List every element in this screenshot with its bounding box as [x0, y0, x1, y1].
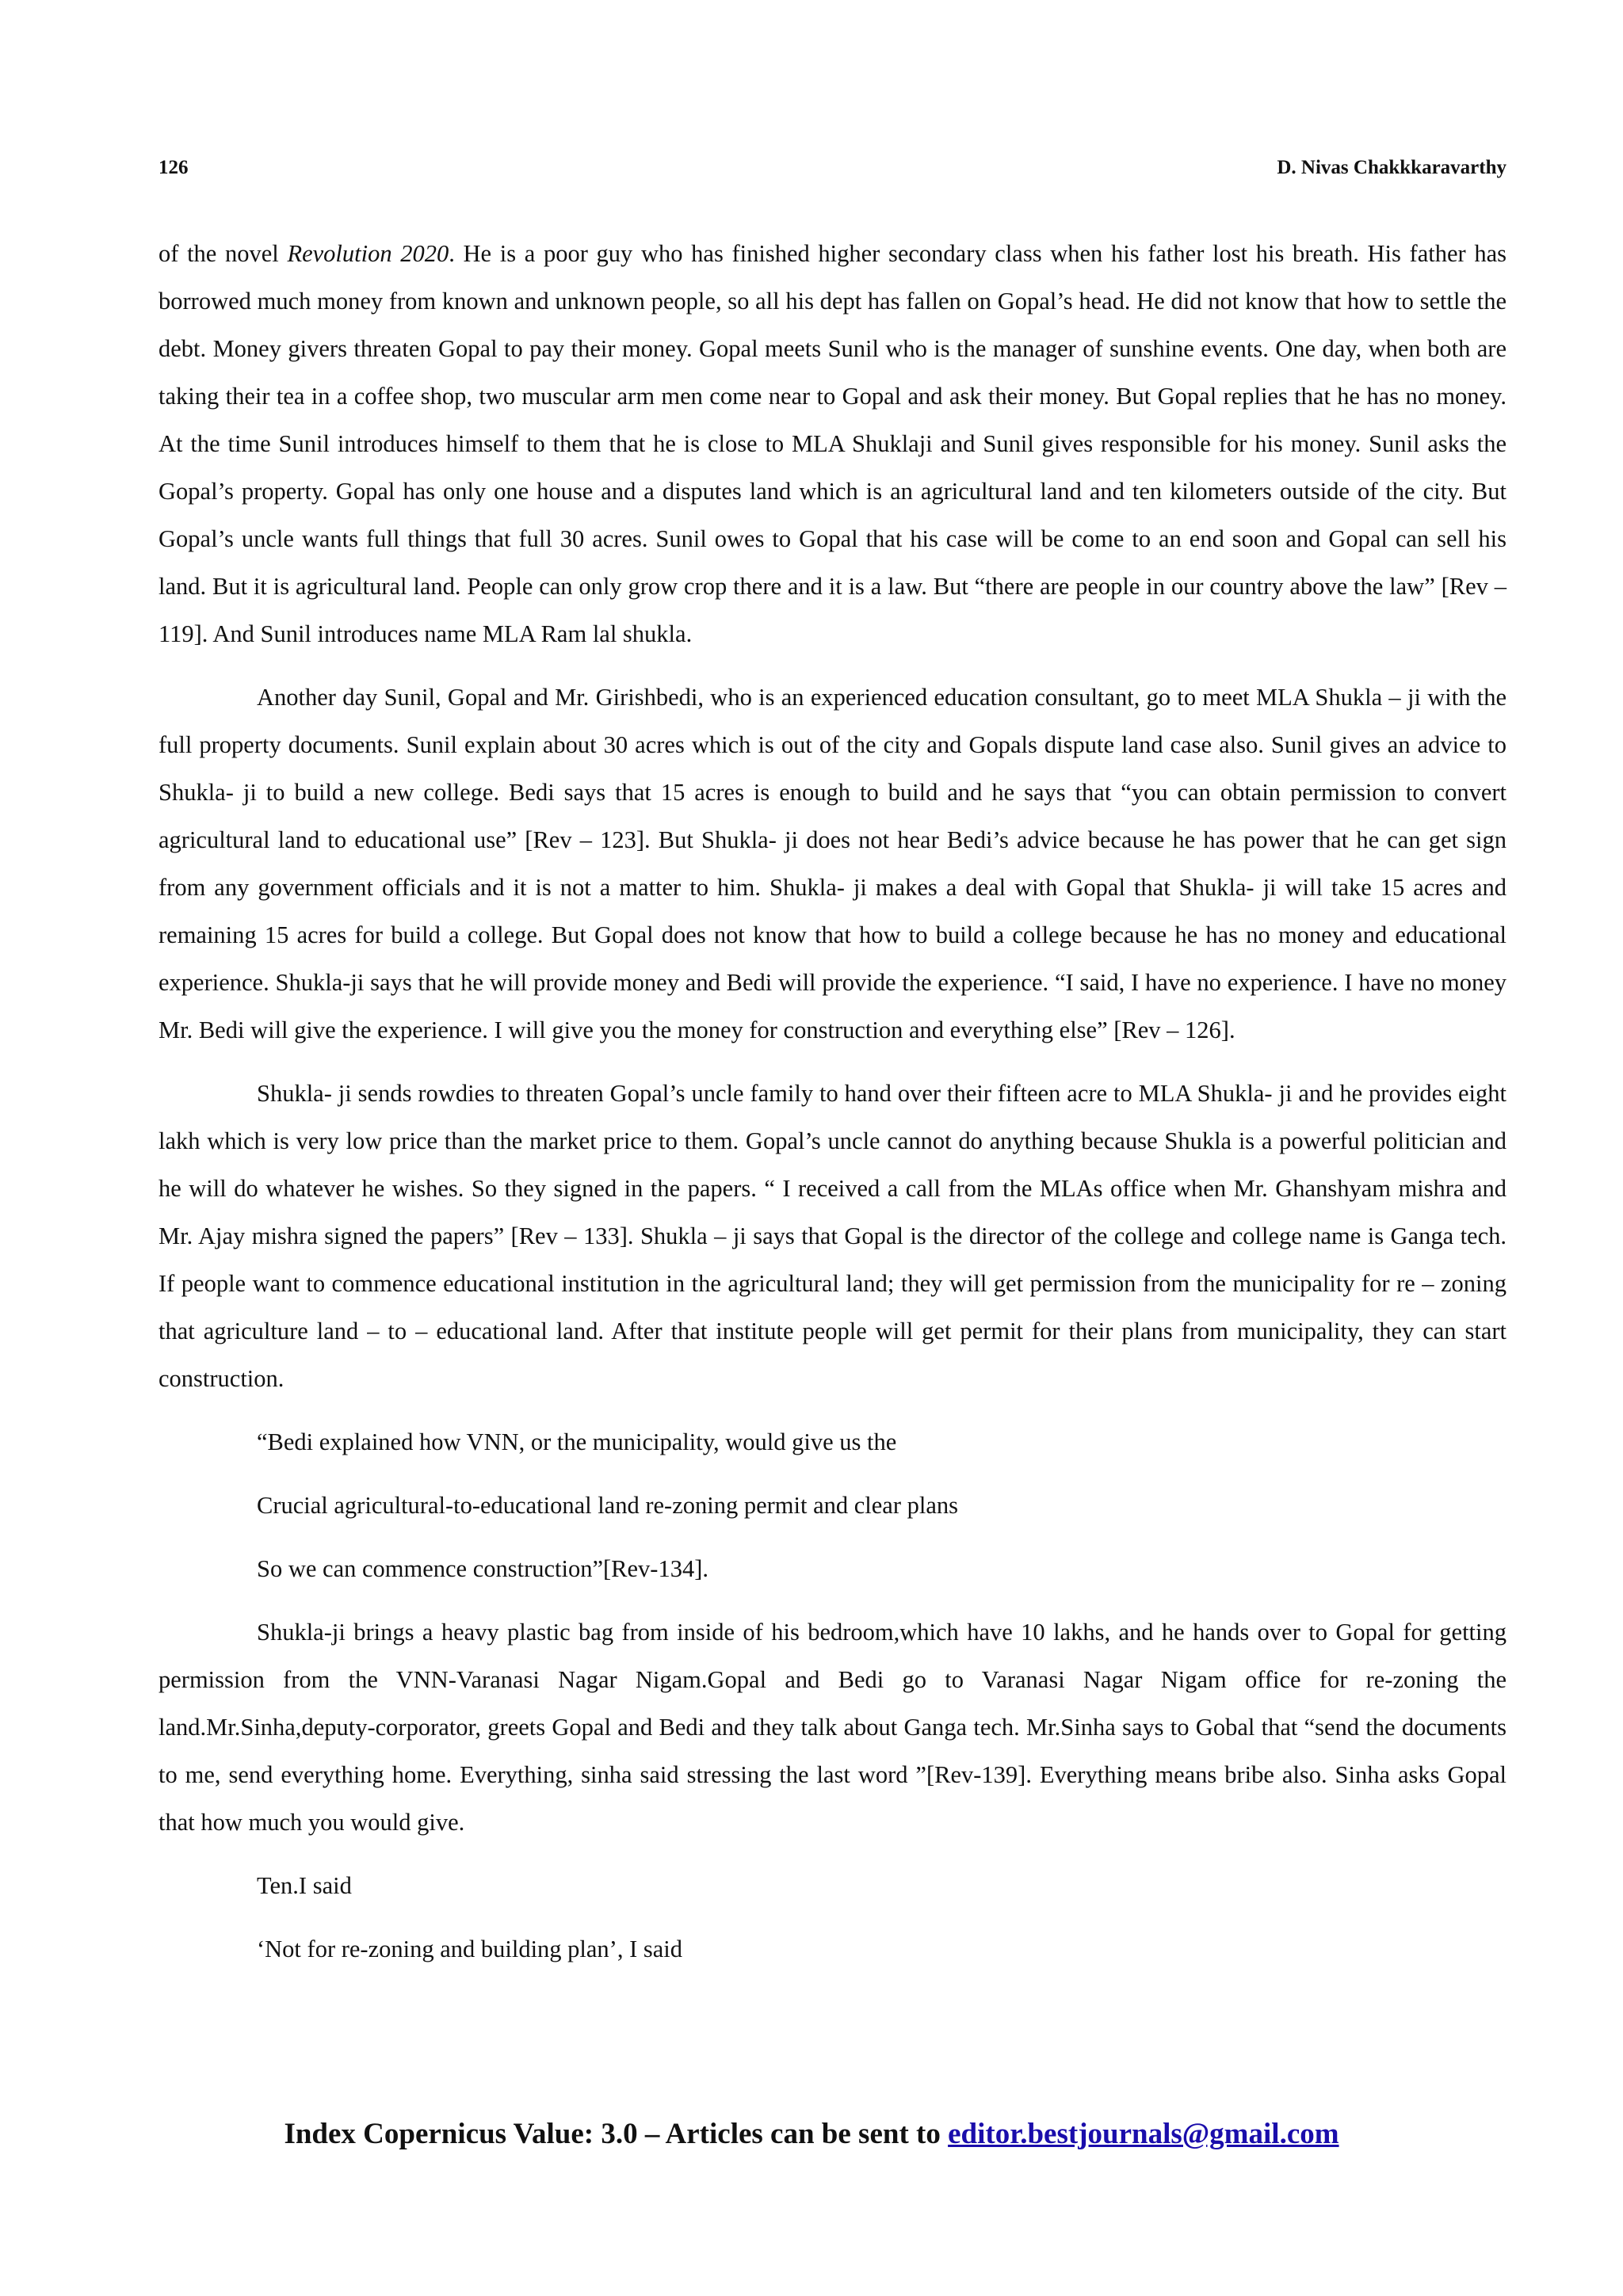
- quote-line-1: “Bedi explained how VNN, or the municipality, would give us the: [257, 1428, 897, 1455]
- paragraph-2: Another day Sunil, Gopal and Mr. Girishbedi, who is an experienced education consultant, go to meet MLA Shukla – ji with the full property documents. Sunil explain about 30 acres which is out of the city and Gopals dispute land case also. Sunil gives an advice to Shukla- ji to build a new college. Bedi says that 15 acres is enough to build and he says that “you can obtain permission to convert agricultural land to educational use” [Rev – 123]. But Shukla- ji does not hear Bedi’s advice because he has power that he can get sign from any government officials and it is not a matter to him. Shukla- ji makes a deal with Gopal that Shukla- ji will take 15 acres and remaining 15 acres for build a college. But Gopal does not know that how to build a college because he has no money and educational experience. Shukla-ji says that he will provide money and Bedi will provide the experience. “I said, I have no experience. I have no money Mr. Bedi will give the experience. I will give you the money for construction and everything else” [Rev – 126].: [158, 684, 1507, 1043]
- page-footer: [0, 2117, 1623, 2151]
- paragraph-1: [158, 230, 1507, 658]
- paragraph-3: Shukla- ji sends rowdies to threaten Gopal’s uncle family to hand over their fifteen acre to MLA Shukla- ji and he provides eight lakh which is very low price than the market price to them. Gopal’s uncle cannot do anything because Shukla is a powerful politician and he will do whatever he wishes. So they signed in the papers. “ I received a call from the MLAs office when Mr. Ghanshyam mishra and Mr. Ajay mishra signed the papers” [Rev – 133]. Shukla – ji says that Gopal is the director of the college and college name is Ganga tech. If people want to commence educational institution in the agricultural land; they will get permission from the municipality for re – zoning that agriculture land – to – educational land. After that institute people will get permit for their plans from municipality, they can start construction.: [158, 1080, 1507, 1392]
- running-author: D. Nivas Chakkkaravarthy: [1277, 157, 1507, 178]
- page-header: [158, 157, 1507, 189]
- quote-line-4: Ten.I said: [257, 1872, 352, 1899]
- paragraph-4: Shukla-ji brings a heavy plastic bag from inside of his bedroom,which have 10 lakhs, and he hands over to Gopal for getting permission from the VNN-Varanasi Nagar Nigam.Gopal and Bedi go to Varanasi Nagar Nigam office for re-zoning the land.Mr.Sinha,deputy-corporator, greets Gopal and Bedi and they talk about Ganga tech. Mr.Sinha says to Gobal that “send the documents to me, send everything home. Everything, sinha said stressing the last word ”[Rev-139]. Everything means bribe also. Sinha asks Gopal that how much you would give.: [158, 1619, 1507, 1836]
- footer-email-link[interactable]: editor.bestjournals@gmail.com: [948, 2118, 1339, 2150]
- article-body: [158, 230, 1507, 1989]
- paragraph-1-text: . He is a poor guy who has finished higher secondary class when his father lost his breath. His father has borrowed much money from known and unknown people, so all his dept has fallen on Gopal’s head. He did not know that how to settle the debt. Money givers threaten Gopal to pay their money. Gopal meets Sunil who is the manager of sunshine events. One day, when both are taking their tea in a coffee shop, two muscular arm men come near to Gopal and ask their money. But Gopal replies that he has no money. At the time Sunil introduces himself to them that he is close to MLA Shuklaji and Sunil gives responsible for his money. Sunil asks the Gopal’s property. Gopal has only one house and a disputes land which is an agricultural land and ten kilometers outside of the city. But Gopal’s uncle wants full things that full 30 acres. Sunil owes to Gopal that his case will be come to an end soon and Gopal can sell his land. But it is agricultural land. People can only grow crop there and it is a law. But “there are people in our country above the law” [Rev – 119]. And Sunil introduces name MLA Ram lal shukla.: [158, 240, 1507, 647]
- quote-line-3: So we can commence construction”[Rev-134].: [257, 1555, 708, 1582]
- page-number: 126: [158, 157, 189, 178]
- novel-title: Revolution 2020: [287, 240, 449, 267]
- quote-line-2: Crucial agricultural-to-educational land re-zoning permit and clear plans: [257, 1492, 958, 1519]
- footer-text: Index Copernicus Value: 3.0 – Articles can be sent to: [284, 2118, 949, 2150]
- paragraph-1-lead: of the novel: [158, 240, 288, 267]
- quote-line-5: ‘Not for re-zoning and building plan’, I said: [257, 1936, 682, 1962]
